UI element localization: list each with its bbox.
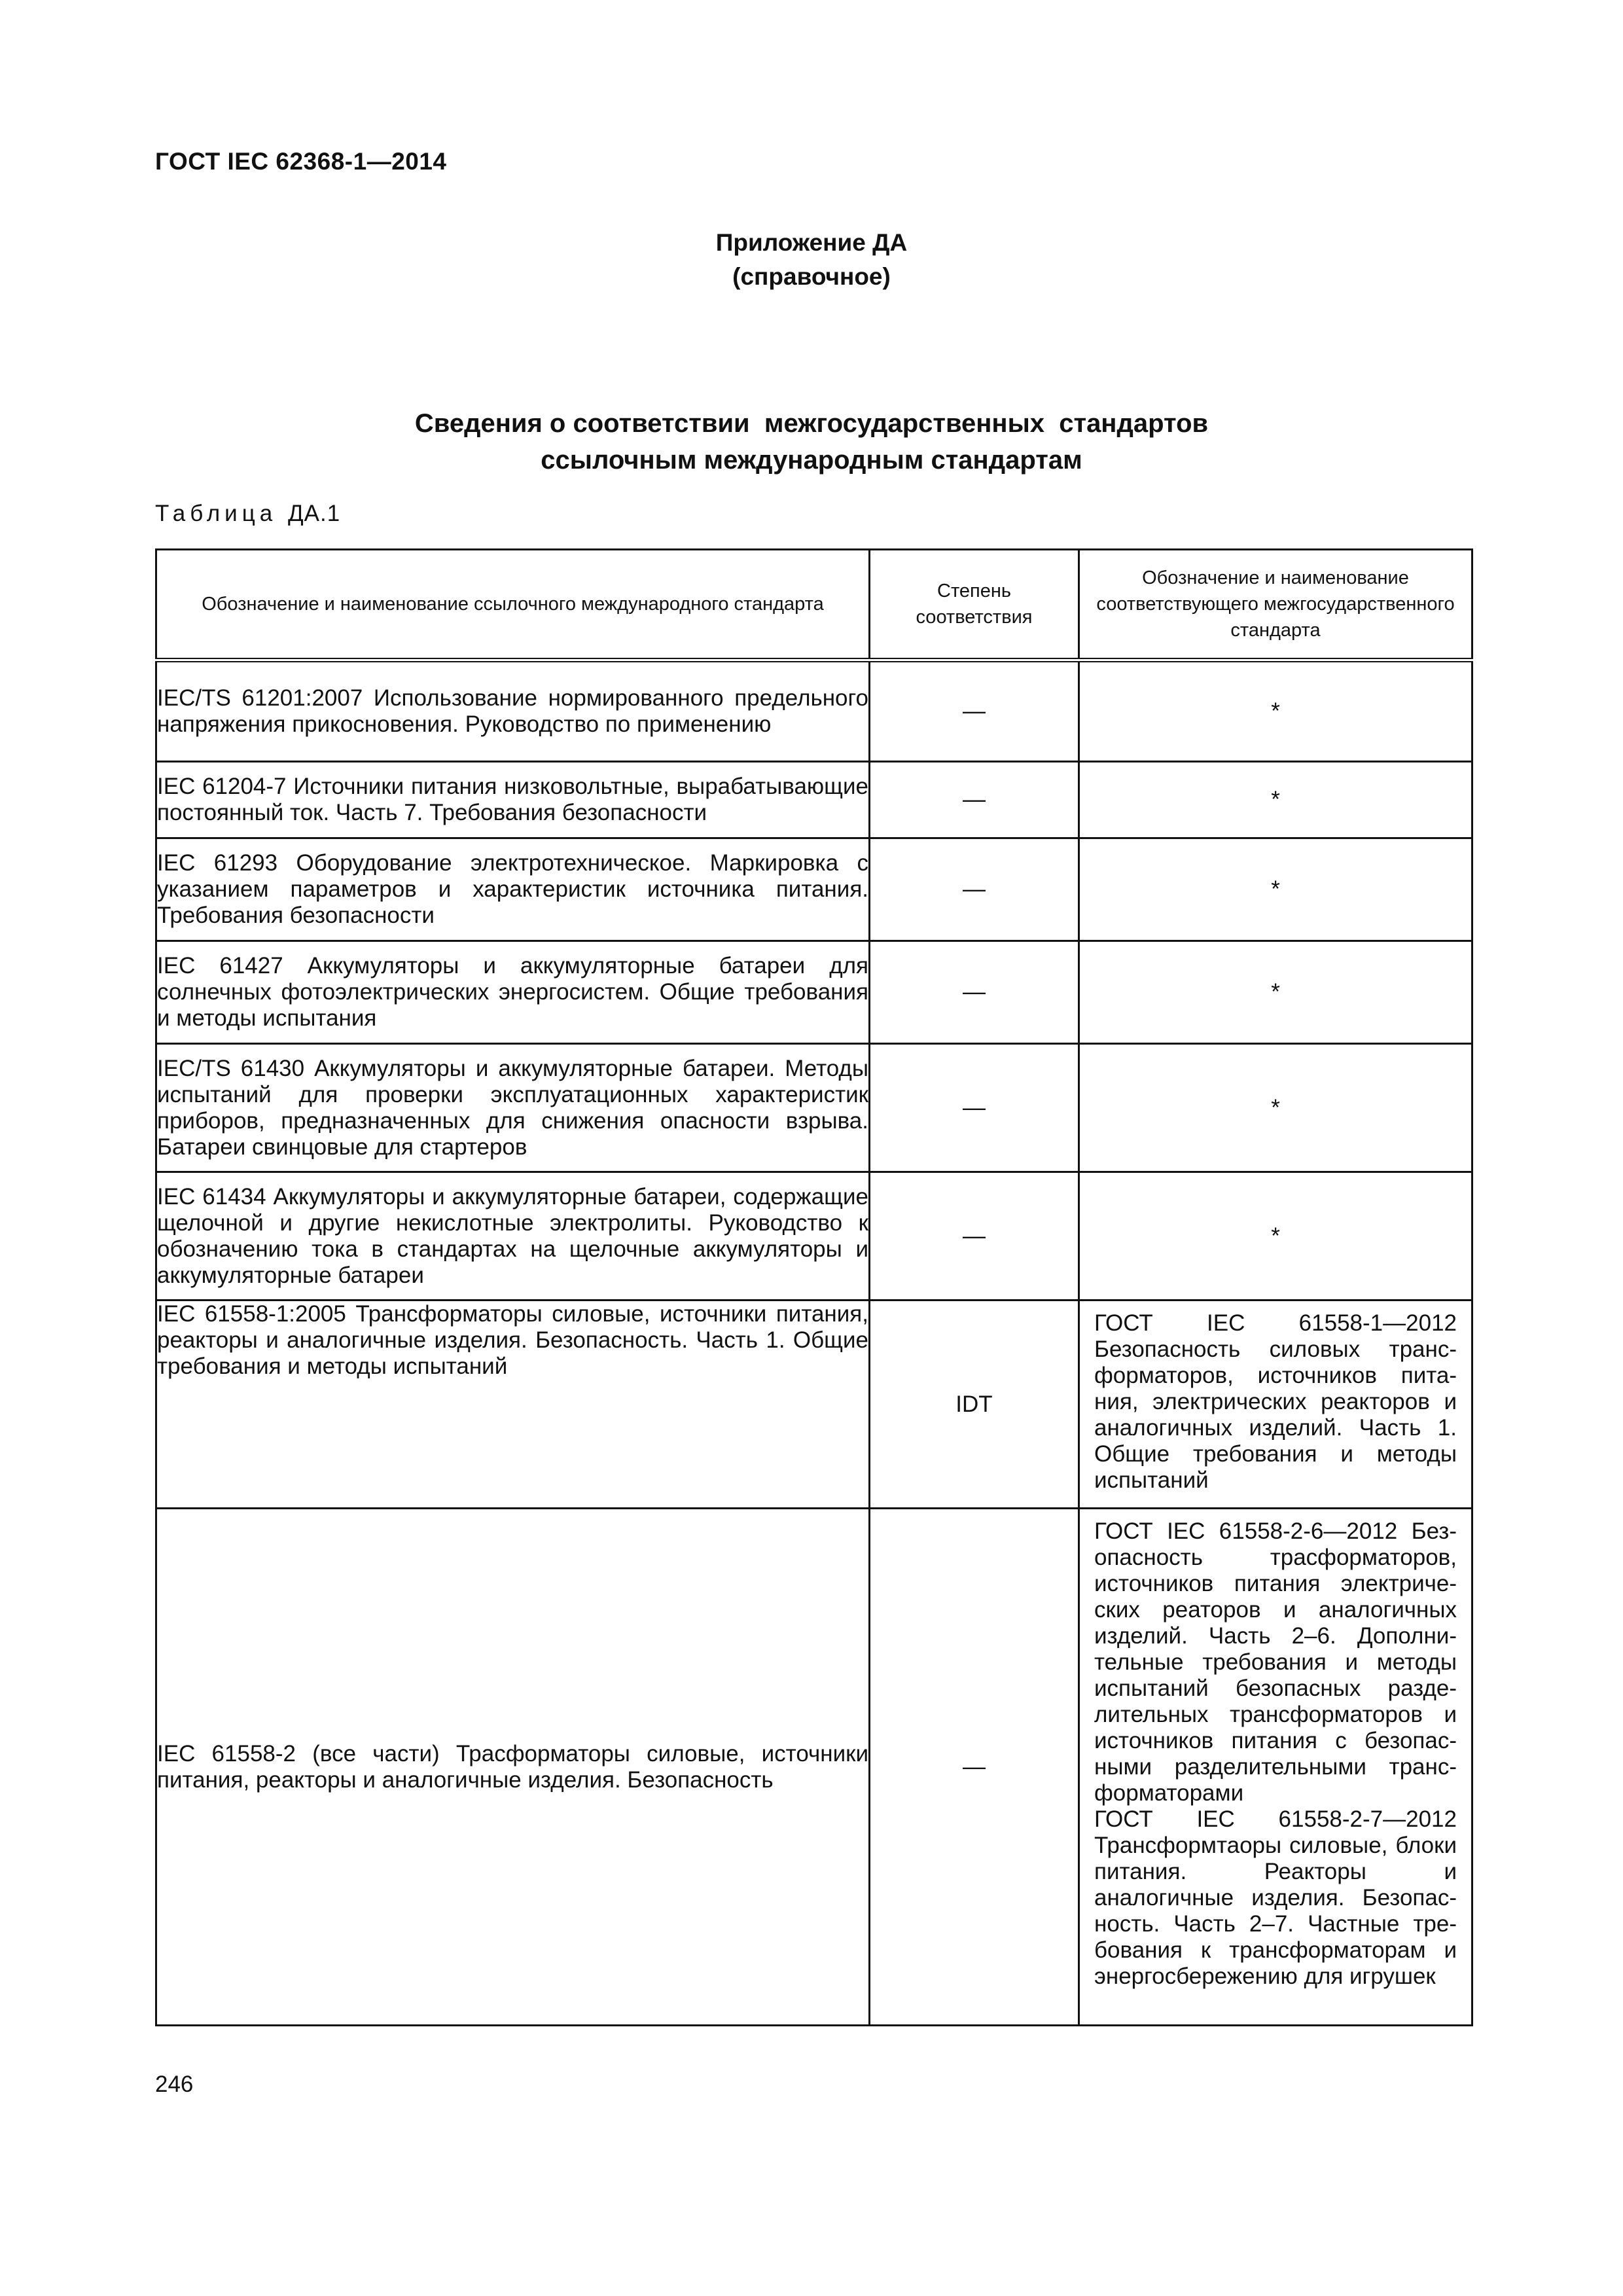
international-standard-cell: IEC 61558-1:2005 Трансформаторы силовые, источники питания, реакторы и аналогичные изделия. Безопасность. Часть 1. Общие требования и методы испытаний [156,1300,870,1509]
page-number: 246 [155,2072,194,2097]
degree-cell: IDT [870,1300,1079,1509]
column-header-degree: Степень соответствия [870,550,1079,660]
degree-cell: — [870,838,1079,941]
interstate-standard-cell: * [1079,1172,1472,1300]
table-row [156,1300,1472,1509]
international-standard-cell: IEC 61204-7 Источники питания низковольтные, вырабатывающие постоянный ток. Часть 7. Требования безопасности [156,762,870,838]
interstate-standard-cell: * [1079,762,1472,838]
column-header-interstate: Обозначение и наименование соответствующего межгосударственного стандарта [1079,550,1472,660]
table-header-row [156,550,1472,660]
table-row [156,762,1472,838]
international-standard-cell: IEC/TS 61201:2007 Использование нормированного предельного напряжения прикосновения. Руководство по применению [156,660,870,762]
degree-cell: — [870,660,1079,762]
appendix-title: Приложение ДА [715,229,908,256]
table-row [156,941,1472,1044]
international-standard-cell: IEC 61427 Аккумуляторы и аккумуляторные батареи для солнечных фотоэлектрических энергосистем. Общие требования и методы испытания [156,941,870,1044]
interstate-standard-cell: * [1079,941,1472,1044]
degree-cell: — [870,1172,1079,1300]
interstate-standard-entry: ГОСТ IEC 61558-2-6—2012 Безопасность трасформаторов, источников питания электрических реаторов и аналогичных изделий. Часть 2–6. Дополнительные требования и методы испытаний безопасных разделительных трансформаторов и источников питания с безопасными разделительными трансформаторами [1094,1518,1457,1806]
interstate-standard-cell: ГОСТ IEC 61558-1—2012 Безопасность силовых трансформаторов, источников питания, электрических реакторов и аналогичных изделий. Часть 1. Общие требования и методы испытаний [1079,1300,1472,1509]
column-header-international: Обозначение и наименование ссылочного международного стандарта [156,550,870,660]
table-row [156,838,1472,941]
interstate-standard-cell [1079,1509,1472,2026]
table-row [156,1044,1472,1172]
table-row [156,1172,1472,1300]
table-label [155,501,340,527]
table-label-word: Таблица [155,501,277,526]
document-code: ГОСТ IEC 62368-1—2014 [155,148,447,175]
section-heading [0,405,1623,478]
degree-cell: — [870,1044,1079,1172]
appendix-title-block [0,226,1623,294]
table-row [156,660,1472,762]
interstate-standard-cell: * [1079,838,1472,941]
international-standard-cell: IEC 61434 Аккумуляторы и аккумуляторные батареи, содержащие щелочной и другие некислотные электролиты. Руководство к обозначению тока в стандартах на щелочные аккумуляторы и аккумуляторные батареи [156,1172,870,1300]
appendix-subtitle: (справочное) [732,263,891,290]
international-standard-cell: IEC 61293 Оборудование электротехническое. Маркировка с указанием параметров и характеристик источника питания. Требования безопасности [156,838,870,941]
interstate-standard-cell: * [1079,660,1472,762]
international-standard-cell: IEC 61558-2 (все части) Трасформаторы силовые, источники питания, реакторы и аналогичные изделия. Безопасность [156,1509,870,2026]
standards-table [155,548,1473,2026]
degree-cell: — [870,941,1079,1044]
section-heading-line1: Сведения о соответствии межгосударственных стандартов [414,409,1209,438]
interstate-standard-cell: * [1079,1044,1472,1172]
table-row [156,1509,1472,2026]
table-label-number: ДА.1 [287,501,341,526]
international-standard-cell: IEC/TS 61430 Аккумуляторы и аккумуляторные батареи. Методы испытаний для проверки эксплуатационных характеристик приборов, предназначенных для снижения опасности взрыва. Батареи свинцовые для стартеров [156,1044,870,1172]
interstate-standard-entry: ГОСТ IEC 61558-2-7—2012 Трансформтаоры силовые, блоки питания. Реакторы и аналогичные изделия. Безопасность. Часть 2–7. Частные требования к трансформаторам и энергосбережению для игрушек [1094,1806,1457,1989]
degree-cell: — [870,762,1079,838]
section-heading-line2: ссылочным международным стандартам [541,446,1082,475]
degree-cell: — [870,1509,1079,2026]
